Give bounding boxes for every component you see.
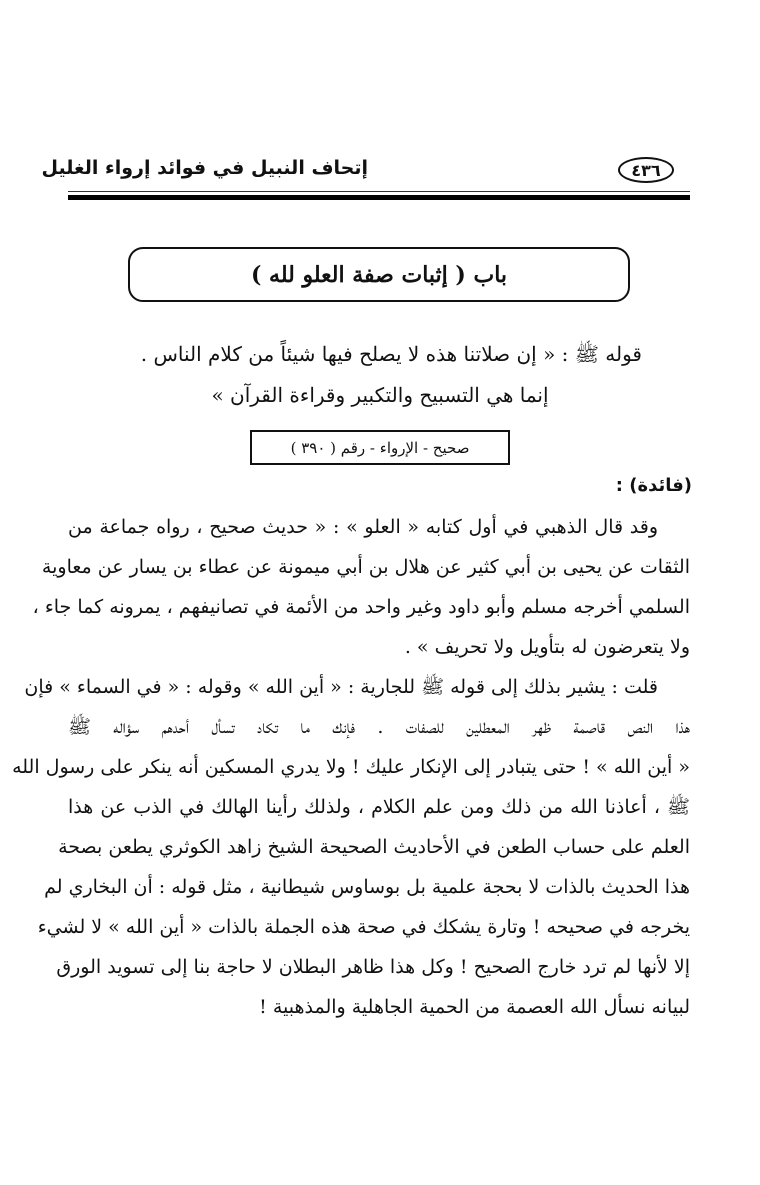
- running-title: إتحاف النبيل في فوائد إرواء الغليل: [41, 157, 368, 179]
- chapter-title-box: [128, 247, 630, 302]
- paragraph-line: إلا لأنها لم ترد خارج الصحيح ! وكل هذا ظاهر البطلان لا حاجة بنا إلى تسويد الورق: [56, 956, 690, 978]
- chapter-title: باب ( إثبات صفة العلو لله ): [250, 261, 508, 288]
- hadith-grading: صحيح - الإرواء - رقم ( ٣٩٠ ): [290, 438, 470, 457]
- paragraph-line: السلمي أخرجه مسلم وأبو داود وغير واحد من الأئمة في تصانيفهم ، يمرونه كما جاء ،: [32, 596, 690, 618]
- paragraph-line: هذا النص قاصمة ظهر المعطلين للصفات . فإنك ما تكاد تسأل أحدهم سؤاله ﷺ: [68, 716, 690, 738]
- paragraph-line: العلم على حساب الطعن في الأحاديث الصحيحة الشيخ زاهد الكوثري يطعن بصحة: [58, 836, 690, 858]
- paragraph-line: ﷺ ، أعاذنا الله من ذلك ومن علم الكلام ، ولذلك رأينا الهالك في الذب عن هذا: [68, 796, 690, 818]
- paragraph-line: ولا يتعرضون له بتأويل ولا تحريف » .: [404, 636, 690, 658]
- benefit-heading: (فائدة) :: [615, 475, 692, 496]
- paragraph-line: لبيانه نسأل الله العصمة من الحمية الجاهلية والمذهبية !: [259, 996, 690, 1018]
- hadith-grading-box: [250, 430, 510, 465]
- paragraph-line: « أين الله » ! حتى يتبادر إلى الإنكار عليك ! ولا يدري المسكين أنه ينكر على رسول الله: [12, 756, 690, 778]
- hadith-text-line-1: قوله ﷺ : « إن صلاتنا هذه لا يصلح فيها شيئاً من كلام الناس .: [140, 342, 642, 366]
- page-number: [618, 157, 674, 183]
- header-rule-thick: [68, 195, 690, 200]
- paragraph-line: هذا الحديث بالذات لا بحجة علمية بل بوساوس شيطانية ، مثل قوله : أن البخاري لم: [44, 876, 690, 898]
- page-number-text: ٤٣٦: [631, 160, 661, 180]
- paragraph-line: الثقات عن يحيى بن أبي كثير عن هلال بن أبي ميمونة عن عطاء بن يسار عن معاوية: [41, 556, 690, 578]
- paragraph-line: قلت : يشير بذلك إلى قوله ﷺ للجارية : « أين الله » وقوله : « في السماء » فإن: [24, 676, 658, 698]
- paragraph-line: يخرجه في صحيحه ! وتارة يشكك في صحة هذه الجملة بالذات « أين الله » لا لشيء: [37, 916, 690, 938]
- hadith-text-line-2: إنما هي التسبيح والتكبير وقراءة القرآن »: [211, 383, 549, 407]
- paragraph-line: وقد قال الذهبي في أول كتابه « العلو » : « حديث صحيح ، رواه جماعة من: [68, 516, 658, 538]
- header-rule-thin: [68, 191, 690, 192]
